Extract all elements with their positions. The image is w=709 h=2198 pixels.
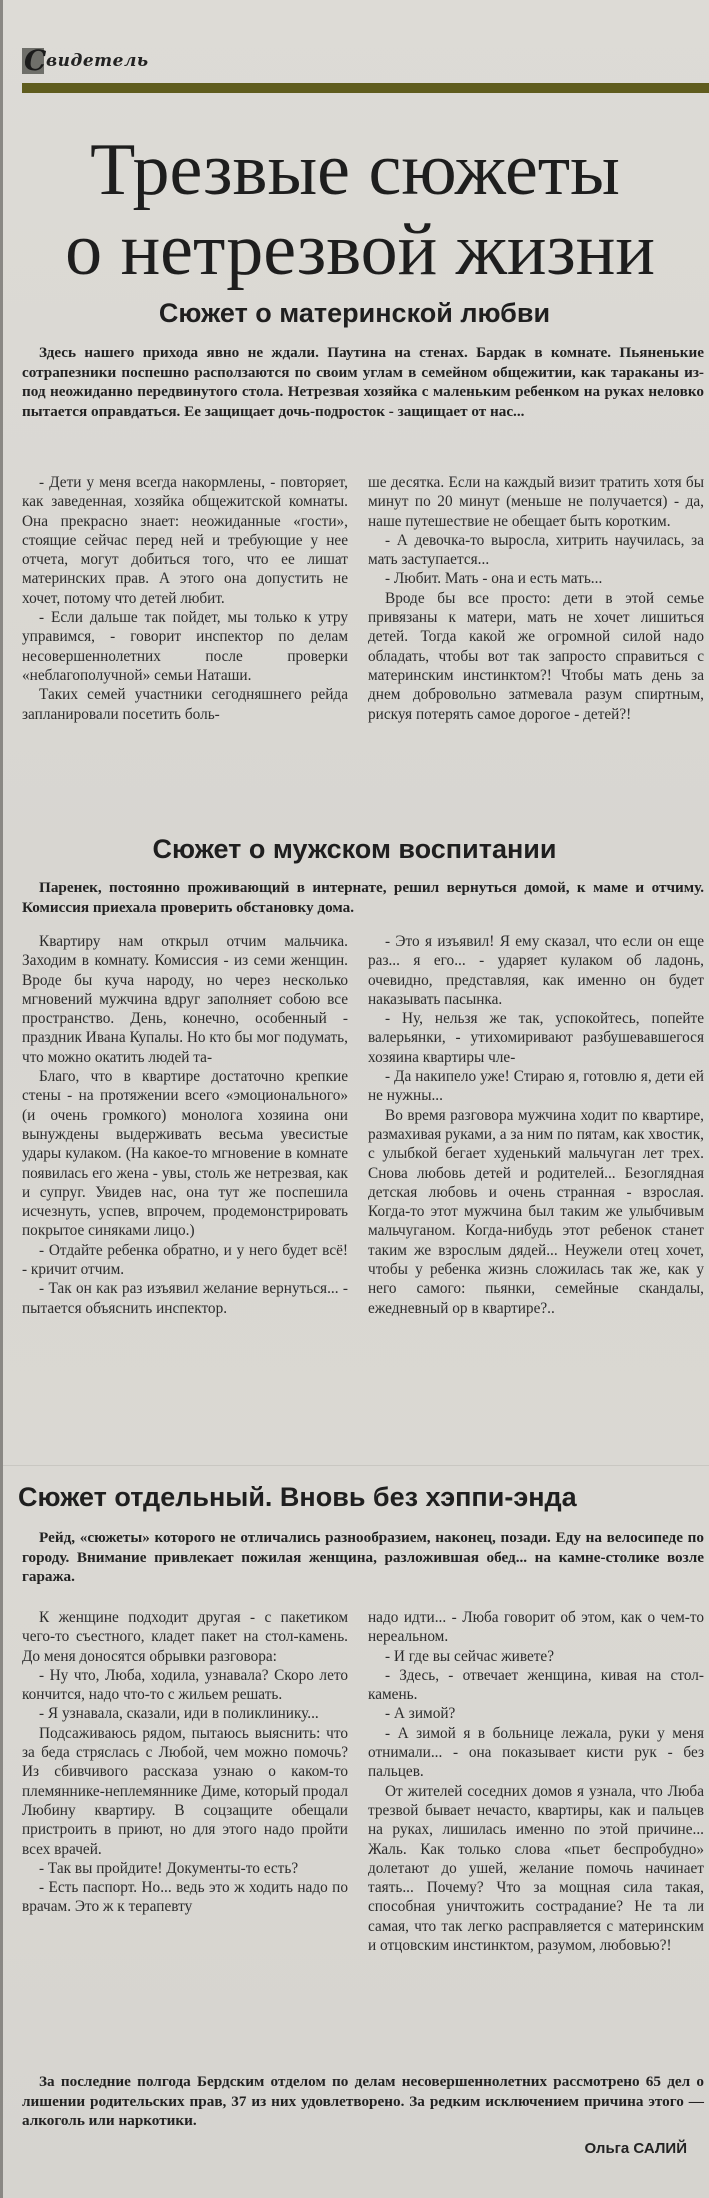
paragraph: - Любит. Мать - она и есть мать... — [385, 570, 603, 588]
paragraph: - А зимой я в больнице лежала, руки у меня отнимали... - она показывает кисти рук - без пальцев. — [368, 1724, 704, 1781]
column-right-separate — [368, 1608, 704, 1955]
author-signature: Ольга САЛИЙ — [584, 2140, 687, 2157]
left-border-rule — [0, 0, 3, 2198]
paragraph: Квартиру нам открыл отчим мальчика. Заходим в комнату. Комиссия - из семи женщин. Вроде бы куча народу, но через несколько мгновений мужчина вдруг заполняет собою все пространство. День, конечно, особенный - праздник Ивана Купалы. Но кто бы мог подумать, что можно окатить людей та- — [22, 933, 348, 1066]
paragraph: - Ну, нельзя же так, успокойтесь, попейте валерьянки, - утихомиривают разбушевавшегося хозяина квартиры чле- — [368, 1010, 704, 1066]
paragraph: - Так он как раз изъявил желание вернуться... - пытается объяснить инспектор. — [22, 1280, 348, 1317]
section-heading-male: Сюжет о мужском воспитании — [152, 834, 557, 864]
article-title-line2: о нетрезвой жизни — [65, 209, 655, 291]
paragraph: - Отдайте ребенка обратно, и у него будет всё! - кричит отчим. — [22, 1241, 348, 1279]
section-lead-maternal: Здесь нашего прихода явно не ждали. Паутина на стенах. Бардак в комнате. Пьяненькие сотрапезники поспешно расползаются по своим углам в семейном общежитии, как тараканы из-под неожиданно передвинутого стола. Нетрезвая хозяйка с маленьким ребенком на руках неловко пытается оправдаться. Ее защищает дочь-подросток - защищает от нас... — [22, 344, 704, 420]
masthead-rule — [22, 83, 709, 93]
paragraph: - Если дальше так пойдет, мы только к утру управимся, - говорит инспектор по делам несовершеннолетних после проверки «неблагополучной» семьи Наташи. — [22, 609, 348, 684]
paragraph: Вроде бы все просто: дети в этой семье привязаны к матери, мать не хочет лишиться детей. Тогда какой же огромной силой надо обладать, чтобы вот так запросто справиться с материнским инстинктом?! Чтобы мать день за днем добровольно затмевала разум спиртным, рискуя потерять самое дорогое - детей?! — [368, 589, 704, 723]
column-right-maternal — [368, 473, 704, 724]
column-left-maternal — [22, 473, 348, 724]
paragraph: ше десятка. Если на каждый визит тратить хотя бы минут по 20 минут (меньше не получается) - да, наше путешествие не обещает быть коротким. — [368, 474, 704, 530]
paragraph: От жителей соседних домов я узнала, что Люба трезвой бывает нечасто, квартиры, как и пальцев на руках, лишилась именно по этой причине... Жаль. Как только слова «пьет беспробудно» долетают до ушей, желание помочь начинает таять... Почему? Что за мощная сила такая, способная уничтожить сострадание? Не та ли самая, что так легко расправляется с материнским и отцовским инстинктом, разумом, любовью?! — [368, 1782, 704, 1955]
paragraph: Благо, что в квартире достаточно крепкие стены - на протяжении всего «эмоционального» (и очень громкого) монолога хозяина они вынуждены выдерживать весьма увесистые удары кулаком. (На какое-то мгновение в комнате появилась его жена - увы, столь же нетрезвая, как и супруг. Увидев нас, она тут же поспешила исчезнуть, успев, впрочем, продемонстрировать покрытое синяками лицо.) — [22, 1068, 348, 1240]
paragraph: - Это я изъявил! Я ему сказал, что если он еще раз... я его... - ударяет кулаком об ладонь, очевидно, представляя, как именно он будет наказывать пасынка. — [368, 933, 704, 1008]
column-left-male — [22, 932, 348, 1318]
paragraph: К женщине подходит другая - с пакетиком чего-то съестного, кладет пакет на стол-камень. До меня доносятся обрывки разговора: — [22, 1609, 348, 1665]
paragraph: Во время разговора мужчина ходит по квартире, размахивая руками, а за ним по пятам, как хвостик, с улыбкой бегает худенький мальчуган лет трех. Снова любовь детей и родителей... Безоглядная детская любовь и очень странная - взрослая. Когда-то этот мужчина был таким же улыбчивым мальчуганом. Когда-нибудь этот ребенок станет таким же взрослым дядей... Неужели отец хочет, чтобы у ребенка жизнь сложилась так же, как у него самого: пьянки, семейные скандалы, ежедневный ор в квартире?.. — [368, 1106, 704, 1317]
paragraph: - Дети у меня всегда накормлены, - повторяет, как заведенная, хозяйка общежитской комнаты. Она прекрасно знает: неожиданные «гости», стоящие сейчас перед ней и требующие у нее отчета, могут добиться того, что ее лишат материнских прав. А этого она допустить не хочет, потому что детей любит. — [22, 474, 348, 607]
paragraph: - Ну что, Люба, ходила, узнавала? Скоро лето кончится, надо что-то с жильем решать. — [22, 1666, 348, 1704]
paragraph: Таких семей участники сегодняшнего рейда запланировали посетить боль- — [22, 686, 348, 723]
paragraph: - Здесь, - отвечает женщина, кивая на стол-камень. — [368, 1666, 704, 1704]
column-right-male — [368, 932, 704, 1318]
paragraph: - А зимой? — [385, 1705, 456, 1723]
statistics-footnote: За последние полгода Бердским отделом по делам несовершеннолетних рассмотрено 65 дел о лишении родительских прав, 37 из них удовлетворено. За редким исключением причина этого — алкоголь или наркотики. — [22, 2073, 704, 2129]
masthead — [22, 44, 149, 78]
section-divider — [3, 1465, 709, 1466]
section-lead-separate: Рейд, «сюжеты» которого не отличались разнообразием, наконец, позади. Еду на велосипеде по городу. Внимание привлекает пожилая женщина, разложившая обед... на камне-столике возле гаража. — [22, 1529, 704, 1585]
logo-letter: С — [24, 44, 47, 77]
section-lead-male: Паренек, постоянно проживающий в интернате, решил вернуться домой, к маме и отчиму. Комиссия приехала проверить обстановку дома. — [22, 879, 704, 916]
paragraph: - Так вы пройдите! Документы-то есть? — [39, 1859, 299, 1877]
paragraph: - Да накипело уже! Стираю я, готовлю я, дети ей не нужны... — [368, 1068, 704, 1105]
paragraph: - Есть паспорт. Но... ведь это ж ходить надо по врачам. Это ж к терапевту — [22, 1879, 348, 1916]
column-left-separate — [22, 1608, 348, 1917]
paragraph: - Я узнавала, сказали, иди в поликлинику... — [39, 1705, 319, 1723]
paragraph: надо идти... - Люба говорит об этом, как о чем-то нереальном. — [368, 1609, 704, 1646]
paragraph: - И где вы сейчас живете? — [385, 1647, 555, 1665]
section-heading-separate: Сюжет отдельный. Вновь без хэппи-энда — [18, 1482, 577, 1512]
paragraph: - А девочка-то выросла, хитрить научилась, за мать заступается... — [368, 531, 704, 569]
section-heading-maternal: Сюжет о материнской любви — [158, 298, 551, 328]
logo-icon — [22, 44, 47, 77]
logo-word: видетель — [46, 51, 149, 71]
article-title-line1: Трезвые сюжеты — [90, 129, 620, 211]
paragraph: Подсаживаюсь рядом, пытаюсь выяснить: что за беда стряслась с Любой, чем можно помочь? Из сбивчивого рассказа узнаю о каком-то племяннике-неплемяннике Диме, который продал Любину квартиру. В соцзащите обещали пристроить в приют, но для этого надо пройти всех врачей. — [22, 1724, 348, 1858]
